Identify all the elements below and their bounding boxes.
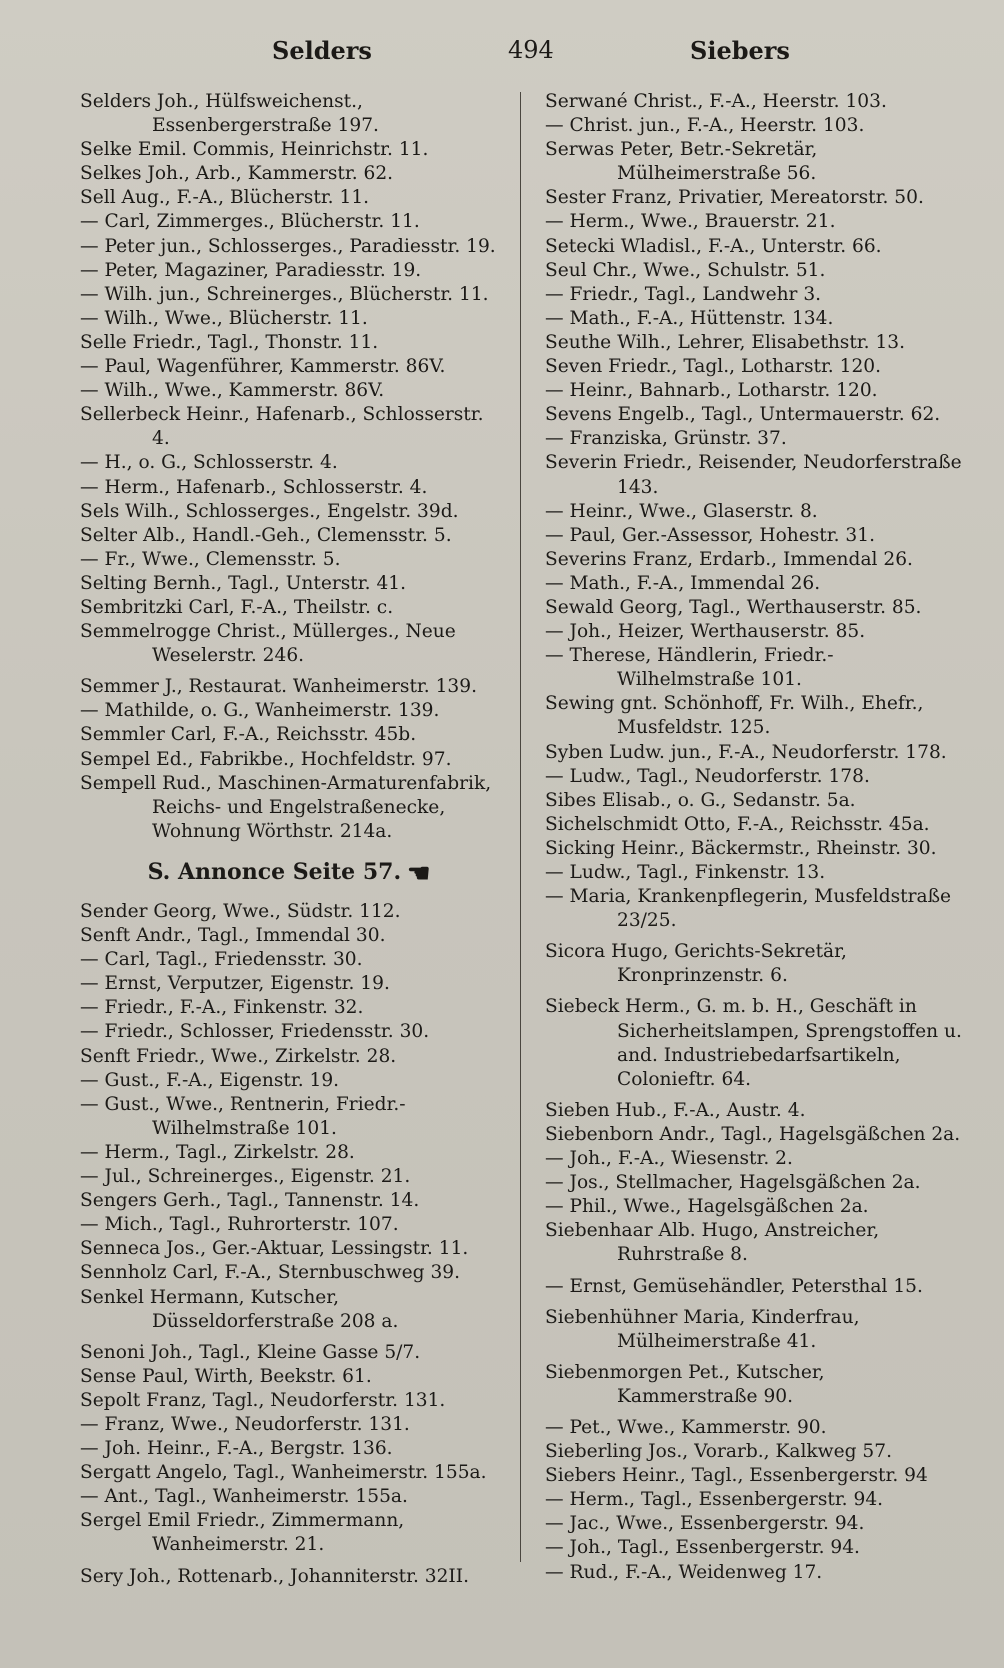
directory-entry: — Maria, Krankenpflegerin, Musfeldstraße 23/25. [545, 886, 952, 932]
directory-entry: — Rud., F.-A., Weidenweg 17. [545, 1561, 823, 1583]
directory-entry: Sepolt Franz, Tagl., Neudorferstr. 131. [80, 1389, 446, 1411]
directory-entry: Sichelschmidt Otto, F.-A., Reichsstr. 45a. [545, 813, 930, 835]
directory-entry: Sewing gnt. Schönhoff, Fr. Wilh., Ehefr., Musfeldstr. 125. [545, 693, 924, 739]
directory-entry: Sery Joh., Rottenarb., Johanniterstr. 32II. [80, 1565, 470, 1587]
directory-entry: Sevens Engelb., Tagl., Untermauerstr. 62. [545, 404, 941, 426]
directory-entry: Syben Ludw. jun., F.-A., Neudorferstr. 178. [545, 741, 947, 763]
directory-entry: Sieben Hub., F.-A., Austr. 4. [545, 1099, 806, 1121]
directory-entry: Sergel Emil Friedr., Zimmermann, Wanheimerstr. 21. [80, 1510, 405, 1556]
directory-entry: — Franz, Wwe., Neudorferstr. 131. [80, 1413, 410, 1435]
pointing-hand-icon: ☚ [407, 858, 431, 889]
directory-entry: Semmer J., Restaurat. Wanheimerstr. 139. [80, 676, 477, 698]
directory-entry: Selting Bernh., Tagl., Unterstr. 41. [80, 572, 407, 594]
directory-entry: Semmler Carl, F.-A., Reichsstr. 45b. [80, 724, 417, 746]
left-column [80, 90, 498, 1589]
directory-entry: — Phil., Wwe., Hagelsgäßchen 2a. [545, 1196, 869, 1218]
directory-entry: Severin Friedr., Reisender, Neudorferstraße 143. [545, 452, 962, 498]
directory-entry: — Heinr., Bahnarb., Lotharstr. 120. [545, 380, 878, 402]
directory-entry: Siebers Heinr., Tagl., Essenbergerstr. 94 [545, 1465, 928, 1487]
directory-entry: Serwas Peter, Betr.-Sekretär, Mülheimerstraße 56. [545, 139, 818, 185]
left-entries-top [80, 90, 498, 844]
directory-entry: Senft Friedr., Wwe., Zirkelstr. 28. [80, 1045, 397, 1067]
directory-entry: Siebenhühner Maria, Kinderfrau, Mülheimerstraße 41. [545, 1306, 860, 1352]
directory-entry: Setecki Wladisl., F.-A., Unterstr. 66. [545, 235, 882, 257]
right-column [545, 90, 963, 1585]
directory-entry: Sense Paul, Wirth, Beekstr. 61. [80, 1365, 372, 1387]
directory-entry: Senkel Hermann, Kutscher, Düsseldorferstraße 208 a. [80, 1286, 399, 1332]
directory-entry: — H., o. G., Schlosserstr. 4. [80, 452, 338, 474]
directory-entry: — Peter jun., Schlosserges., Paradiesstr. 19. [80, 235, 496, 257]
directory-entry: Sellerbeck Heinr., Hafenarb., Schlosserstr. 4. [80, 404, 484, 450]
directory-entry: Serwané Christ., F.-A., Heerstr. 103. [545, 91, 887, 112]
directory-entry: Sieberling Jos., Vorarb., Kalkweg 57. [545, 1441, 892, 1463]
directory-entry: — Joh. Heinr., F.-A., Bergstr. 136. [80, 1438, 393, 1460]
directory-entry: — Joh., F.-A., Wiesenstr. 2. [545, 1148, 793, 1170]
directory-entry: Sembritzki Carl, F.-A., Theilstr. c. [80, 596, 394, 618]
directory-entry: Sicora Hugo, Gerichts-Sekretär, Kronprinzenstr. 6. [545, 941, 847, 987]
header-right-keyword: Siebers [690, 36, 790, 65]
directory-entry: — Wilh., Wwe., Blücherstr. 11. [80, 307, 368, 329]
directory-entry: Selle Friedr., Tagl., Thonstr. 11. [80, 331, 379, 353]
directory-entry: — Mathilde, o. G., Wanheimerstr. 139. [80, 700, 440, 722]
directory-entry: — Gust., Wwe., Rentnerin, Friedr.-Wilhelmstraße 101. [80, 1093, 406, 1139]
directory-entry: Sewald Georg, Tagl., Werthauserstr. 85. [545, 596, 922, 618]
directory-entry: — Gust., F.-A., Eigenstr. 19. [80, 1069, 340, 1091]
directory-entry: — Jos., Stellmacher, Hagelsgäßchen 2a. [545, 1172, 921, 1194]
directory-entry: Siebeck Herm., G. m. b. H., Geschäft in Sicherheitslampen, Sprengstoffen u. and. Industriebedarfsartikeln, Colonieftr. 64. [545, 996, 962, 1090]
directory-entry: — Wilh. jun., Schreinerges., Blücherstr. 11. [80, 283, 489, 305]
directory-entry: — Paul, Ger.-Assessor, Hohestr. 31. [545, 524, 876, 546]
directory-entry: — Mich., Tagl., Ruhrorterstr. 107. [80, 1214, 399, 1236]
directory-entry: Sempell Rud., Maschinen-Armaturenfabrik, Reichs- und Engelstraßenecke, Wohnung Wörthstr. 214a. [80, 772, 492, 842]
directory-entry: Severins Franz, Erdarb., Immendal 26. [545, 548, 913, 570]
directory-entry: Selter Alb., Handl.-Geh., Clemensstr. 5. [80, 524, 452, 546]
directory-entry: Seul Chr., Wwe., Schulstr. 51. [545, 259, 826, 281]
directory-entry: — Ant., Tagl., Wanheimerstr. 155a. [80, 1486, 408, 1508]
directory-entry: Selke Emil. Commis, Heinrichstr. 11. [80, 139, 429, 161]
directory-entry: — Fr., Wwe., Clemensstr. 5. [80, 548, 341, 570]
directory-entry: Sender Georg, Wwe., Südstr. 112. [80, 901, 401, 922]
directory-entry: — Ludw., Tagl., Neudorferstr. 178. [545, 765, 870, 787]
directory-entry: — Math., F.-A., Immendal 26. [545, 572, 821, 594]
directory-entry: Seven Friedr., Tagl., Lotharstr. 120. [545, 356, 882, 378]
directory-entry: — Friedr., Tagl., Landwehr 3. [545, 283, 822, 305]
directory-entry: — Peter, Magaziner, Paradiesstr. 19. [80, 259, 422, 281]
directory-entry: Sengers Gerh., Tagl., Tannenstr. 14. [80, 1190, 420, 1212]
directory-entry: Sicking Heinr., Bäckermstr., Rheinstr. 30. [545, 837, 937, 859]
directory-entry: — Ernst, Verputzer, Eigenstr. 19. [80, 973, 390, 995]
directory-entry: Sell Aug., F.-A., Blücherstr. 11. [80, 187, 370, 209]
directory-entry: Senoni Joh., Tagl., Kleine Gasse 5/7. [80, 1341, 421, 1363]
directory-entry: — Carl, Zimmerges., Blücherstr. 11. [80, 211, 420, 233]
directory-entry: — Herm., Wwe., Brauerstr. 21. [545, 211, 836, 233]
directory-entry: — Paul, Wagenführer, Kammerstr. 86V. [80, 356, 446, 378]
directory-entry: Semmelrogge Christ., Müllerges., Neue Weselerstr. 246. [80, 621, 456, 667]
directory-entry: — Pet., Wwe., Kammerstr. 90. [545, 1416, 827, 1438]
directory-entry: — Jul., Schreinerges., Eigenstr. 21. [80, 1166, 411, 1188]
directory-entry: Selkes Joh., Arb., Kammerstr. 62. [80, 163, 394, 185]
directory-entry: — Heinr., Wwe., Glaserstr. 8. [545, 500, 818, 522]
directory-entry: Sempel Ed., Fabrikbe., Hochfeldstr. 97. [80, 748, 452, 770]
directory-entry: Siebenmorgen Pet., Kutscher, Kammerstraße 90. [545, 1361, 825, 1407]
directory-entry: Senneca Jos., Ger.-Aktuar, Lessingstr. 11. [80, 1238, 469, 1260]
directory-entry: Sergatt Angelo, Tagl., Wanheimerstr. 155a. [80, 1462, 487, 1484]
directory-entry: Senft Andr., Tagl., Immendal 30. [80, 925, 386, 947]
directory-entry: — Joh., Tagl., Essenbergerstr. 94. [545, 1537, 860, 1559]
directory-entry: — Ludw., Tagl., Finkenstr. 13. [545, 862, 826, 883]
header-left-keyword: Selders [272, 36, 372, 65]
directory-entry: — Friedr., Schlosser, Friedensstr. 30. [80, 1021, 430, 1043]
page-header [0, 36, 1004, 76]
directory-entry: — Christ. jun., F.-A., Heerstr. 103. [545, 115, 865, 137]
directory-entry: — Carl, Tagl., Friedensstr. 30. [80, 949, 363, 971]
directory-entry: — Friedr., F.-A., Finkenstr. 32. [80, 997, 364, 1019]
directory-entry: — Joh., Heizer, Werthauserstr. 85. [545, 621, 866, 643]
directory-entry: Siebenhaar Alb. Hugo, Anstreicher, Ruhrstraße 8. [545, 1220, 880, 1266]
directory-entry: — Jac., Wwe., Essenbergerstr. 94. [545, 1513, 865, 1535]
page-number: 494 [508, 36, 554, 64]
annonce-line [80, 858, 498, 889]
directory-entry: Sester Franz, Privatier, Mereatorstr. 50. [545, 187, 924, 209]
directory-entry: — Herm., Tagl., Zirkelstr. 28. [80, 1141, 355, 1163]
directory-entry: — Herm., Tagl., Essenbergerstr. 94. [545, 1489, 884, 1511]
directory-entry: Sels Wilh., Schlosserges., Engelstr. 39d. [80, 500, 459, 522]
directory-entry: — Math., F.-A., Hüttenstr. 134. [545, 307, 834, 329]
directory-entry: Seuthe Wilh., Lehrer, Elisabethstr. 13. [545, 331, 906, 353]
directory-entry: Siebenborn Andr., Tagl., Hagelsgäßchen 2a. [545, 1123, 961, 1145]
directory-entry: — Therese, Händlerin, Friedr.-Wilhelmstraße 101. [545, 645, 834, 691]
column-divider [520, 92, 521, 1562]
directory-entry: — Ernst, Gemüsehändler, Petersthal 15. [545, 1275, 923, 1297]
annonce-text: S. Annonce Seite 57. [147, 858, 402, 885]
directory-entry: — Franziska, Grünstr. 37. [545, 428, 787, 450]
directory-entry: Selders Joh., Hülfsweichenst., Essenbergerstraße 197. [80, 91, 379, 137]
directory-entry: — Herm., Hafenarb., Schlosserstr. 4. [80, 476, 428, 498]
directory-entry: Sennholz Carl, F.-A., Sternbuschweg 39. [80, 1262, 461, 1284]
directory-entry: Sibes Elisab., o. G., Sedanstr. 5a. [545, 789, 856, 811]
left-entries-bottom [80, 900, 498, 1589]
directory-entry: — Wilh., Wwe., Kammerstr. 86V. [80, 380, 385, 402]
